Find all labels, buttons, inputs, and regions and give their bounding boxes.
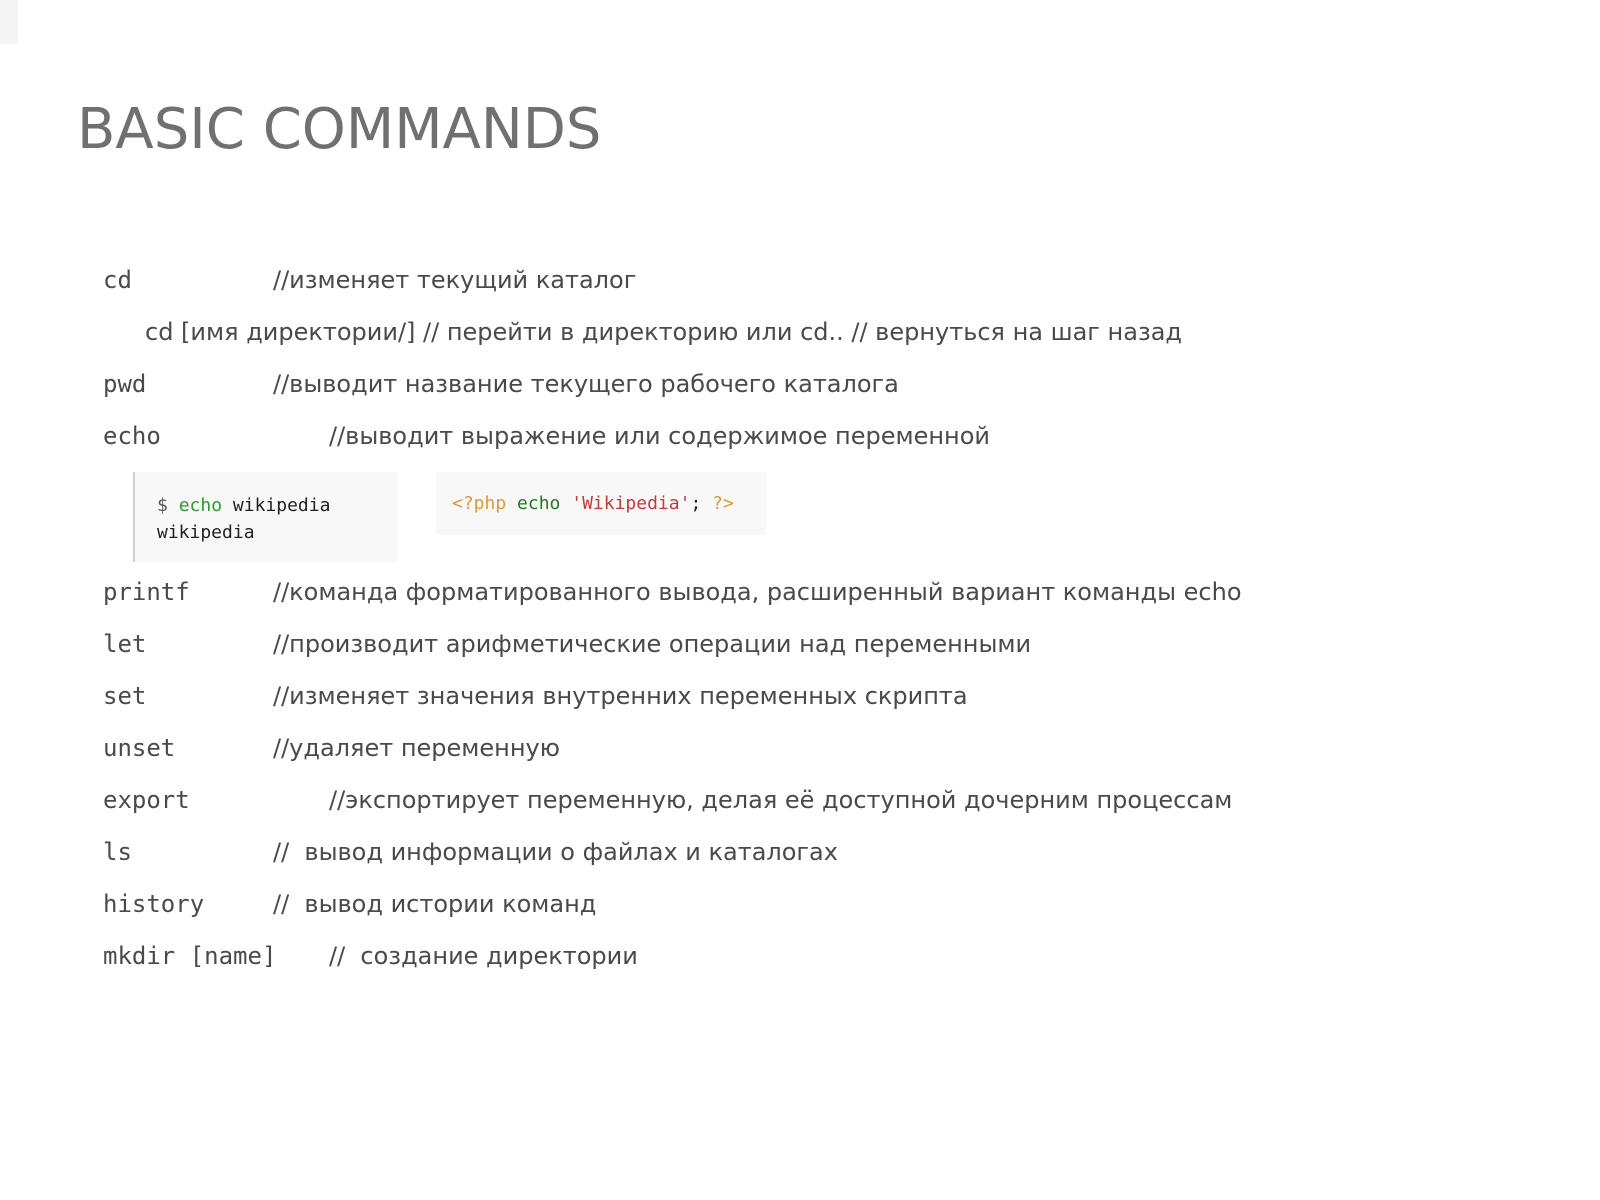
- command-name: export: [103, 786, 190, 814]
- php-string: 'Wikipedia': [571, 493, 691, 514]
- command-comment: // создание директории: [329, 942, 638, 970]
- shell-output-line: wikipedia: [157, 522, 255, 543]
- command-comment: //производит арифметические операции над переменными: [273, 630, 1032, 658]
- shell-command-line: [157, 492, 397, 519]
- command-comment: //выводит название текущего рабочего каталога: [273, 370, 899, 398]
- command-comment: //изменяет текущий каталог: [273, 266, 637, 294]
- command-comment: //удаляет переменную: [273, 734, 560, 762]
- command-name: pwd: [103, 370, 147, 398]
- command-comment: //изменяет значения внутренних переменных скрипта: [273, 682, 968, 710]
- php-example-box: [436, 472, 766, 535]
- php-close-tag: ?>: [712, 493, 734, 514]
- cd-usage-line: cd [имя директории/] // перейти в директорию или cd.. // вернуться на шаг назад: [145, 318, 1183, 346]
- command-name: let: [103, 630, 147, 658]
- command-name: history: [103, 890, 205, 918]
- command-name: set: [103, 682, 147, 710]
- php-semicolon: ;: [690, 493, 702, 514]
- command-name: unset: [103, 734, 176, 762]
- command-comment: // вывод истории команд: [273, 890, 597, 918]
- command-comment: //выводит выражение или содержимое переменной: [329, 422, 991, 450]
- php-keyword: echo: [517, 493, 561, 514]
- command-name: cd: [103, 266, 132, 294]
- shell-prompt: $: [157, 495, 168, 516]
- command-comment: //команда форматированного вывода, расширенный вариант команды echo: [273, 578, 1242, 606]
- command-comment: //экспортирует переменную, делая её доступной дочерним процессам: [329, 786, 1233, 814]
- corner-mark: [0, 0, 18, 44]
- command-name: echo: [103, 422, 161, 450]
- php-open-tag: <?php: [452, 493, 507, 514]
- command-name: ls: [103, 838, 132, 866]
- command-name: printf: [103, 578, 190, 606]
- slide-title: BASIC COMMANDS: [77, 97, 602, 162]
- shell-keyword: echo: [178, 495, 223, 516]
- shell-argument: wikipedia: [232, 495, 331, 516]
- command-name: mkdir [name]: [103, 942, 277, 970]
- command-comment: // вывод информации о файлах и каталогах: [273, 838, 838, 866]
- shell-example-box: [133, 472, 397, 562]
